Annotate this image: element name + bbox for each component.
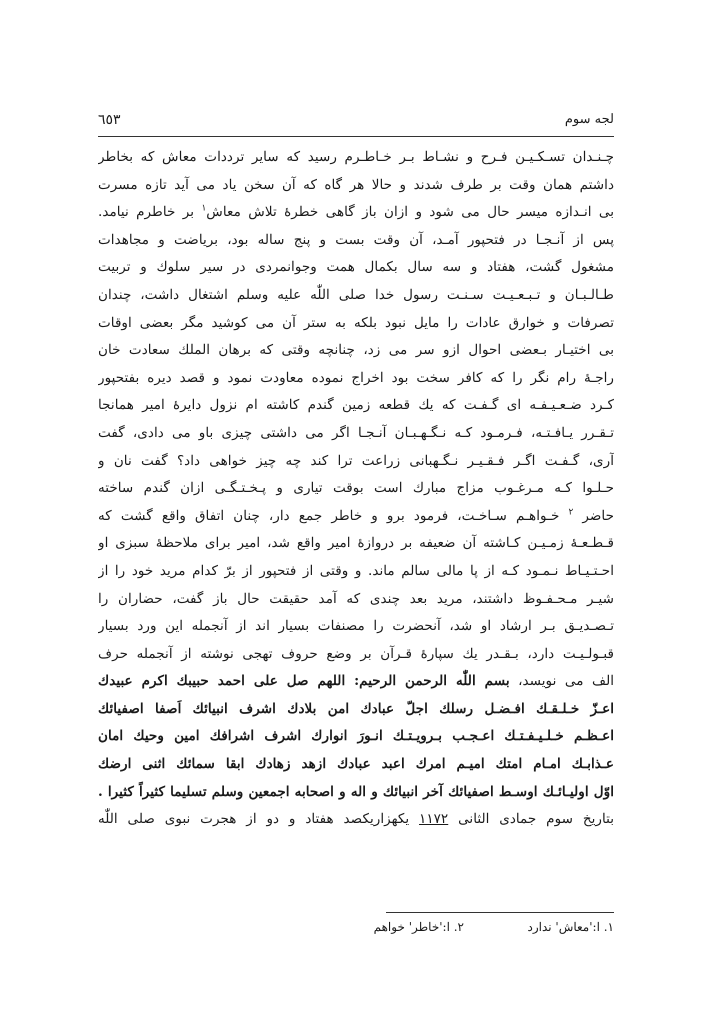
text-line: طـالـبـان و تـبـعـیـت سـنـت رسول خدا صلی اللّٰه علیه وسلم اشتغال داشت، چندان bbox=[98, 286, 614, 303]
text-line: كـرد ضـعـیـفـه ای گـفـت كه یك قطعه زمین گندم كاشته ام نزول دایرهٔ امیر همانجا bbox=[98, 397, 614, 414]
text-line: قـطـعـهٔ زمـیـن كـاشته آن ضعیفه بر دروازهٔ امیر واقع شد، امیر برای ملاحظهٔ سبزی او bbox=[98, 535, 614, 552]
footnote-marker: ١ bbox=[201, 203, 207, 214]
text-line: آری، گـفـت اگـر فـقـیـر نـگـهبانی زراعت ترا كند چه چیز خواهی داد؟ گفت نان و bbox=[98, 452, 614, 469]
footnote-1: ١. ا:'معاش' ندارد bbox=[527, 920, 614, 934]
text-line bbox=[98, 199, 614, 227]
text-line bbox=[98, 503, 614, 531]
text-line-main: خـواهـم سـاخـت، فرمود برو و خاطر جمع دار، چنان اتفاق واقع گشت كه bbox=[98, 507, 560, 524]
text-line: احـتـیـاط نـمـود كـه از پا مالی سالم ماند. و وقتی از فتحپور از برّ كدام مرید خود را از bbox=[98, 562, 614, 579]
footnote-marker: ٢ bbox=[568, 507, 574, 518]
text-line: حـلـوا كـه مـرغـوب مزاج مبارك است بوقت تیاری و پـخـتـگـی ازان گندم ساخته bbox=[98, 480, 614, 497]
footnote-divider bbox=[386, 912, 614, 913]
text-line: عـذابـك امـام امتك امیـم امرك اعبد عبادك ازهد زهادك ابقا سمائك اثنی ارضك bbox=[98, 756, 614, 773]
text-line: شیـر مـحـفـوظ داشتند، مرید بعد چندی كه آمد حقیقت حال باز گفت، حضاران را bbox=[98, 590, 614, 607]
text-line bbox=[98, 668, 614, 696]
footnote-2: ٢. ا:'خاطر' خواهم bbox=[373, 920, 464, 934]
text-line bbox=[98, 806, 614, 834]
text-line: تـصـدیـق بـر ارشاد او شد، آنحضرت را مصنفات بسیار اند از آنجمله این ورد بسیار bbox=[98, 618, 614, 635]
text-line: راجـهٔ رام نگر را كه كافر سخت بود اخراج نموده معاودت نمود و قصد دیره بفتحپور bbox=[98, 369, 614, 386]
text-line: چـنـدان تسـكـیـن فـرح و نشـاط بـر خـاطـرم رسید كه سایر تردد‌ات معاش كه بخاطر bbox=[98, 149, 614, 165]
text-line: قبـولـیـت دارد، بـقـدر یك سپارهٔ قـرآن بر وضع حروف تهجی نوشته از آنجمله حرف bbox=[98, 645, 614, 662]
text-line: بی اختیـار بـعضی احوال ازو سر می زد، چنانچه وقتی كه برهان الملك سعادت خان bbox=[98, 342, 614, 359]
text-line: مشغول گشت، هفتاد و سه سال بكمال همت وجوانمردی در سیر سلوك و تربیت bbox=[98, 259, 614, 276]
chapter-title: لجه سوم bbox=[564, 112, 614, 127]
text-line: داشتم همان وقت بر طرف شدند و حالا هر گاه كه آن سخن یاد می آید تازه مسرت bbox=[98, 176, 614, 193]
text-line-tail: بر خاطرم نیامد. bbox=[98, 204, 195, 221]
text-line: اعـظـم خـلـیـفـتـك اعـجـب بـرویـتـك انـورَ انوارك اشرف اشرافك امین وحیك امان bbox=[98, 728, 614, 745]
text-line: اعـزّ خـلـقـك افـضـل رسلك اجلّ عبادك امن بلادك اشرف انبیائك اَصفا اصفیائك bbox=[98, 700, 614, 717]
page-number: ٦٥٣ bbox=[98, 112, 121, 128]
text-line: تـقـرر یـافـتـه، فـرمـود كـه نـگـهـبـان آنـجـا اگر می داشتی چیزی باو می دادی، گفت bbox=[98, 424, 614, 441]
text-line-bold: بسم اللّٰه الرحمن الرحیم: اللهم صل علی احمد حبیبك اكرم عبیدك bbox=[98, 673, 510, 690]
footnotes bbox=[98, 920, 614, 940]
text-line-prefix: حاضر bbox=[582, 507, 614, 524]
text-line-plain: الف می نویسد، bbox=[509, 673, 614, 690]
text-line-main: بی انـدازه میسر حال می شود و ازان باز گاهی خطرهٔ تلاش معاش bbox=[206, 204, 614, 221]
body-text bbox=[98, 144, 614, 834]
text-line-tail: یكهزاریكصد هفتاد و دو از هجرت نبوی صلی اللّٰه bbox=[98, 811, 410, 828]
header-divider bbox=[98, 136, 614, 137]
text-line-main: بتاریخ سوم جمادی الثانی bbox=[458, 811, 614, 828]
page-header bbox=[98, 112, 614, 132]
hijri-year: ١١٧٢ bbox=[419, 811, 449, 828]
text-line: اوّل اولیـائـك اوسـط اصفیائك آخر انبیائك و اله و اصحابه اجمعین وسلم تسلیما كثیراً كثیرا . bbox=[98, 783, 614, 800]
text-line: پس از آنـجـا در فتحپور آمـد، آن وقت بست و پنج ساله بود، برياضت و مجاهدات bbox=[98, 231, 614, 248]
text-line: تصرفات و خوارق عادات را مایل نبود بلكه به ستر آن می كوشید مگر بعضی اوقات bbox=[98, 314, 614, 331]
